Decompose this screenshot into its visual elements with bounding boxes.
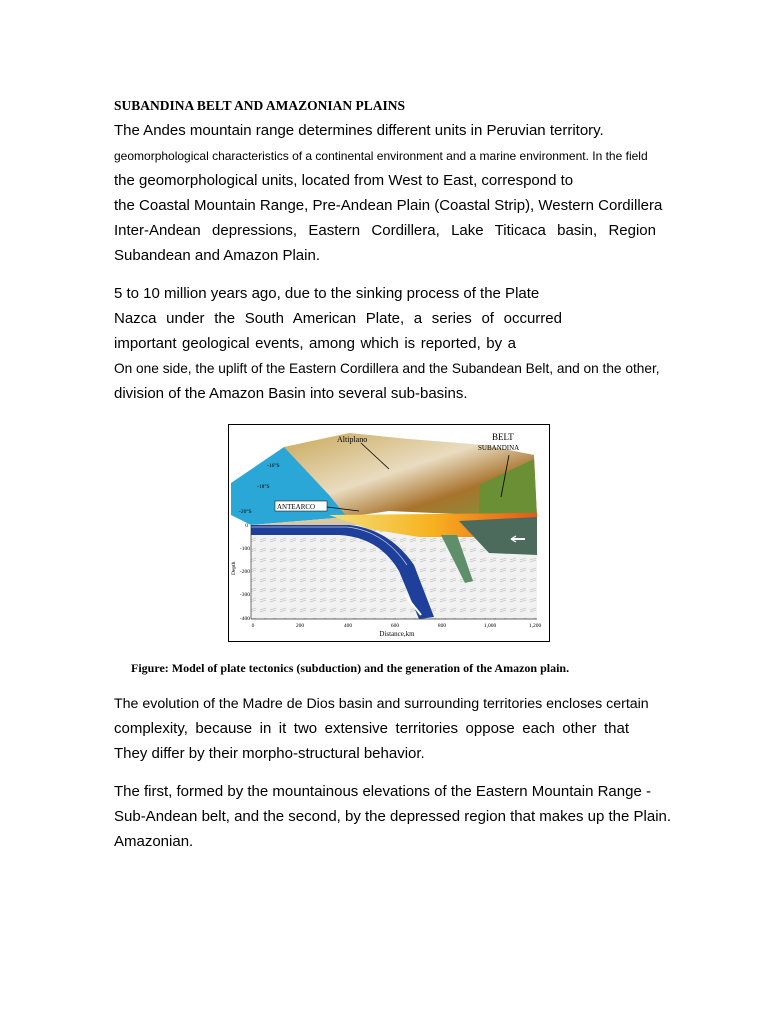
- paragraph-line: division of the Amazon Basin into several sub-basins.: [114, 385, 468, 402]
- paragraph-line: the geomorphological units, located from West to East, correspond to: [114, 172, 574, 189]
- distance-tick: 400: [343, 623, 353, 629]
- lat-label: -20°S: [239, 509, 252, 515]
- paragraph-line: They differ by their morpho-structural behavior.: [114, 745, 425, 762]
- label-subandina: SUBANDINA: [478, 444, 520, 452]
- paragraph-line: Inter-Andean depressions, Eastern Cordillera, Lake Titicaca basin, Region: [114, 222, 656, 239]
- distance-tick: 800: [437, 623, 447, 629]
- paragraph-line: geomorphological characteristics of a continental environment and a marine environment. In the field: [114, 149, 648, 163]
- paragraph-line: Nazca under the South American Plate, a series of occurred: [114, 310, 562, 327]
- distance-tick: 200: [295, 623, 305, 629]
- y-axis-label: Depth: [231, 561, 237, 575]
- figure-caption: Figure: Model of plate tectonics (subduction) and the generation of the Amazon plain.: [131, 661, 570, 675]
- paragraph-line: The Andes mountain range determines different units in Peruvian territory.: [114, 122, 604, 139]
- label-belt: BELT: [492, 432, 514, 442]
- paragraph-line: Sub-Andean belt, and the second, by the depressed region that makes up the Plain.: [114, 808, 672, 825]
- label-altiplano: Altiplano: [337, 435, 368, 444]
- distance-tick: 0: [251, 623, 255, 629]
- depth-tick: -400: [239, 616, 250, 622]
- paragraph-line: On one side, the uplift of the Eastern Cordillera and the Subandean Belt, and on the other,: [114, 361, 660, 376]
- distance-tick: 1,200: [528, 623, 542, 629]
- paragraph-line: important geological events, among which is reported, by a: [114, 335, 516, 352]
- subduction-figure: [228, 424, 550, 642]
- lat-label: -18°S: [257, 484, 270, 490]
- paragraph-line: The first, formed by the mountainous elevations of the Eastern Mountain Range -: [114, 783, 651, 800]
- label-antearco: ANTEARCO: [277, 503, 316, 511]
- lat-label: -16°S: [267, 463, 280, 469]
- paragraph-line: Subandean and Amazon Plain.: [114, 247, 320, 264]
- paragraph-line: 5 to 10 million years ago, due to the sinking process of the Plate: [114, 285, 540, 302]
- paragraph-line: complexity, because in it two extensive territories oppose each other that: [114, 720, 629, 737]
- distance-tick: 1,000: [483, 623, 497, 629]
- depth-tick: -100: [239, 546, 250, 552]
- depth-tick: -300: [239, 592, 250, 598]
- distance-tick: 600: [390, 623, 400, 629]
- paragraph-line: Amazonian.: [114, 833, 194, 850]
- section-title: SUBANDINA BELT AND AMAZONIAN PLAINS: [114, 98, 406, 113]
- depth-tick: 0: [245, 523, 248, 529]
- x-axis-label: Distance,km: [379, 630, 415, 638]
- depth-tick: -200: [239, 569, 250, 575]
- paragraph-line: The evolution of the Madre de Dios basin and surrounding territories encloses certain: [114, 696, 649, 712]
- paragraph-line: the Coastal Mountain Range, Pre-Andean Plain (Coastal Strip), Western Cordillera: [114, 197, 663, 214]
